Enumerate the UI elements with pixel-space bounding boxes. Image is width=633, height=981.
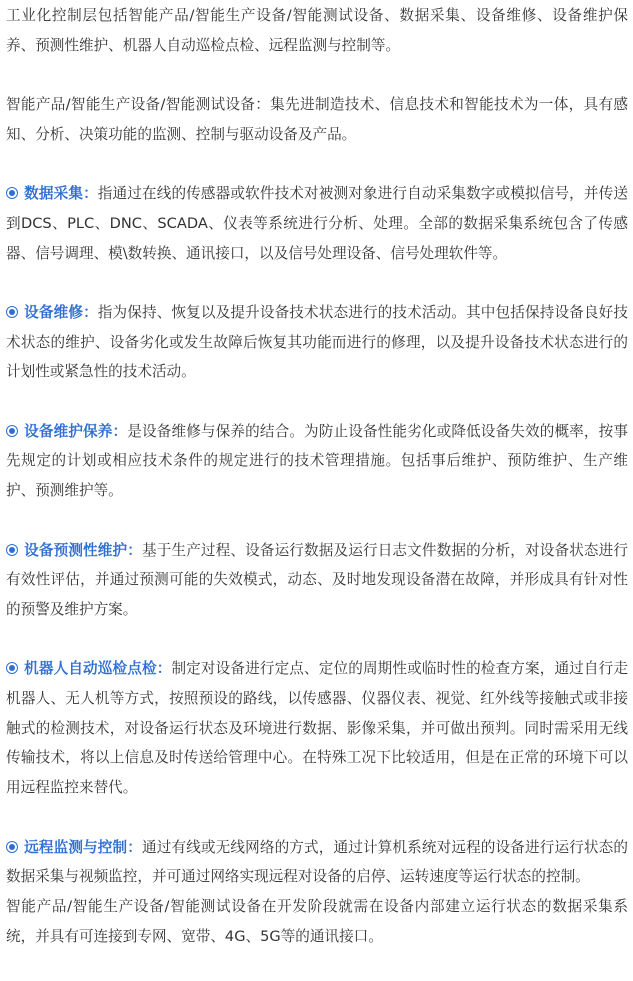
radio-bullet-icon — [6, 425, 18, 437]
intro-paragraph: 工业化控制层包括智能产品/智能生产设备/智能测试设备、数据采集、设备维修、设备维护保养、预测性维护、机器人自动巡检点检、远程监测与控制等。 — [6, 7, 628, 54]
section-equipment-repair — [6, 298, 628, 387]
section-remote-monitoring — [6, 833, 628, 952]
radio-bullet-icon — [6, 544, 18, 556]
section-term: 数据采集 — [24, 185, 84, 203]
section-text: 是设备维修与保养的结合。为防止设备性能劣化或降低设备失效的概率，按事先规定的计划或相应技术条件的规定进行的技术管理措施。包括事后维护、预防维护、生产维护、预测维护等。 — [6, 422, 628, 500]
section-colon: ： — [112, 422, 128, 440]
radio-bullet-icon — [6, 841, 18, 853]
section-extra-text: 智能产品/智能生产设备/智能测试设备在开发阶段就需在设备内部建立运行状态的数据采集系统，并具有可连接到专网、宽带、4G、5G等的通讯接口。 — [6, 897, 628, 945]
section-term: 机器人自动巡检点检 — [24, 660, 157, 678]
section-text: 制定对设备进行定点、定位的周期性或临时性的检查方案，通过自行走机器人、无人机等方式，按照预设的路线，以传感器、仪器仪表、视觉、红外线等接触式或非接触式的检测技术，对设备运行状态及环境进行数据、影像采集，并可做出预判。同时需采用无线传输技术，将以上信息及时传送给管理中心。在特殊工况下比较适用，但是在正常的环境下可以用远程监控来替代。 — [6, 660, 628, 797]
section-equipment-maintenance — [6, 417, 628, 506]
section-colon: ： — [127, 541, 142, 559]
section-predictive-maintenance — [6, 536, 628, 625]
radio-bullet-icon — [6, 306, 18, 318]
section-term: 设备维护保养 — [24, 422, 113, 440]
section-text: 指通过在线的传感器或软件技术对被测对象进行自动采集数字或模拟信号，并传送到DCS、PLC、DNC、SCADA、仪表等系统进行分析、处理。全部的数据采集系统包含了传感器、信号调理、模\数转换、通讯接口，以及信号处理设备、信号处理软件等。 — [6, 185, 628, 262]
section-data-collection — [6, 179, 628, 268]
section-colon: ： — [156, 660, 172, 678]
section-robot-inspection — [6, 654, 628, 803]
section-term: 设备预测性维护 — [24, 541, 128, 559]
section-term: 远程监测与控制 — [24, 838, 128, 856]
section-colon: ： — [83, 185, 98, 203]
section-colon: ： — [83, 303, 98, 321]
radio-bullet-icon — [6, 187, 18, 199]
section-text: 基于生产过程、设备运行数据及运行日志文件数据的分析，对设备状态进行有效性评估，并通过预测可能的失效模式，动态、及时地发现设备潜在故障，并形成具有针对性的预警及维护方案。 — [6, 541, 628, 618]
definition-paragraph: 智能产品/智能生产设备/智能测试设备：集先进制造技术、信息技术和智能技术为一体，具有感知、分析、决策功能的监测、控制与驱动设备及产品。 — [6, 96, 628, 143]
article-body — [6, 1, 628, 981]
section-text: 指为保持、恢复以及提升设备技术状态进行的技术活动。其中包括保持设备良好技术状态的维护、设备劣化或发生故障后恢复其功能而进行的修理，以及提升设备技术状态进行的计划性或紧急性的技术活动。 — [6, 303, 628, 381]
section-colon: ： — [127, 838, 142, 856]
section-term: 设备维修 — [24, 303, 84, 321]
radio-bullet-icon — [6, 662, 18, 674]
section-text: 通过有线或无线网络的方式，通过计算机系统对远程的设备进行运行状态的数据采集与视频监控，并可通过网络实现远程对设备的启停、运转速度等运行状态的控制。 — [6, 838, 628, 886]
